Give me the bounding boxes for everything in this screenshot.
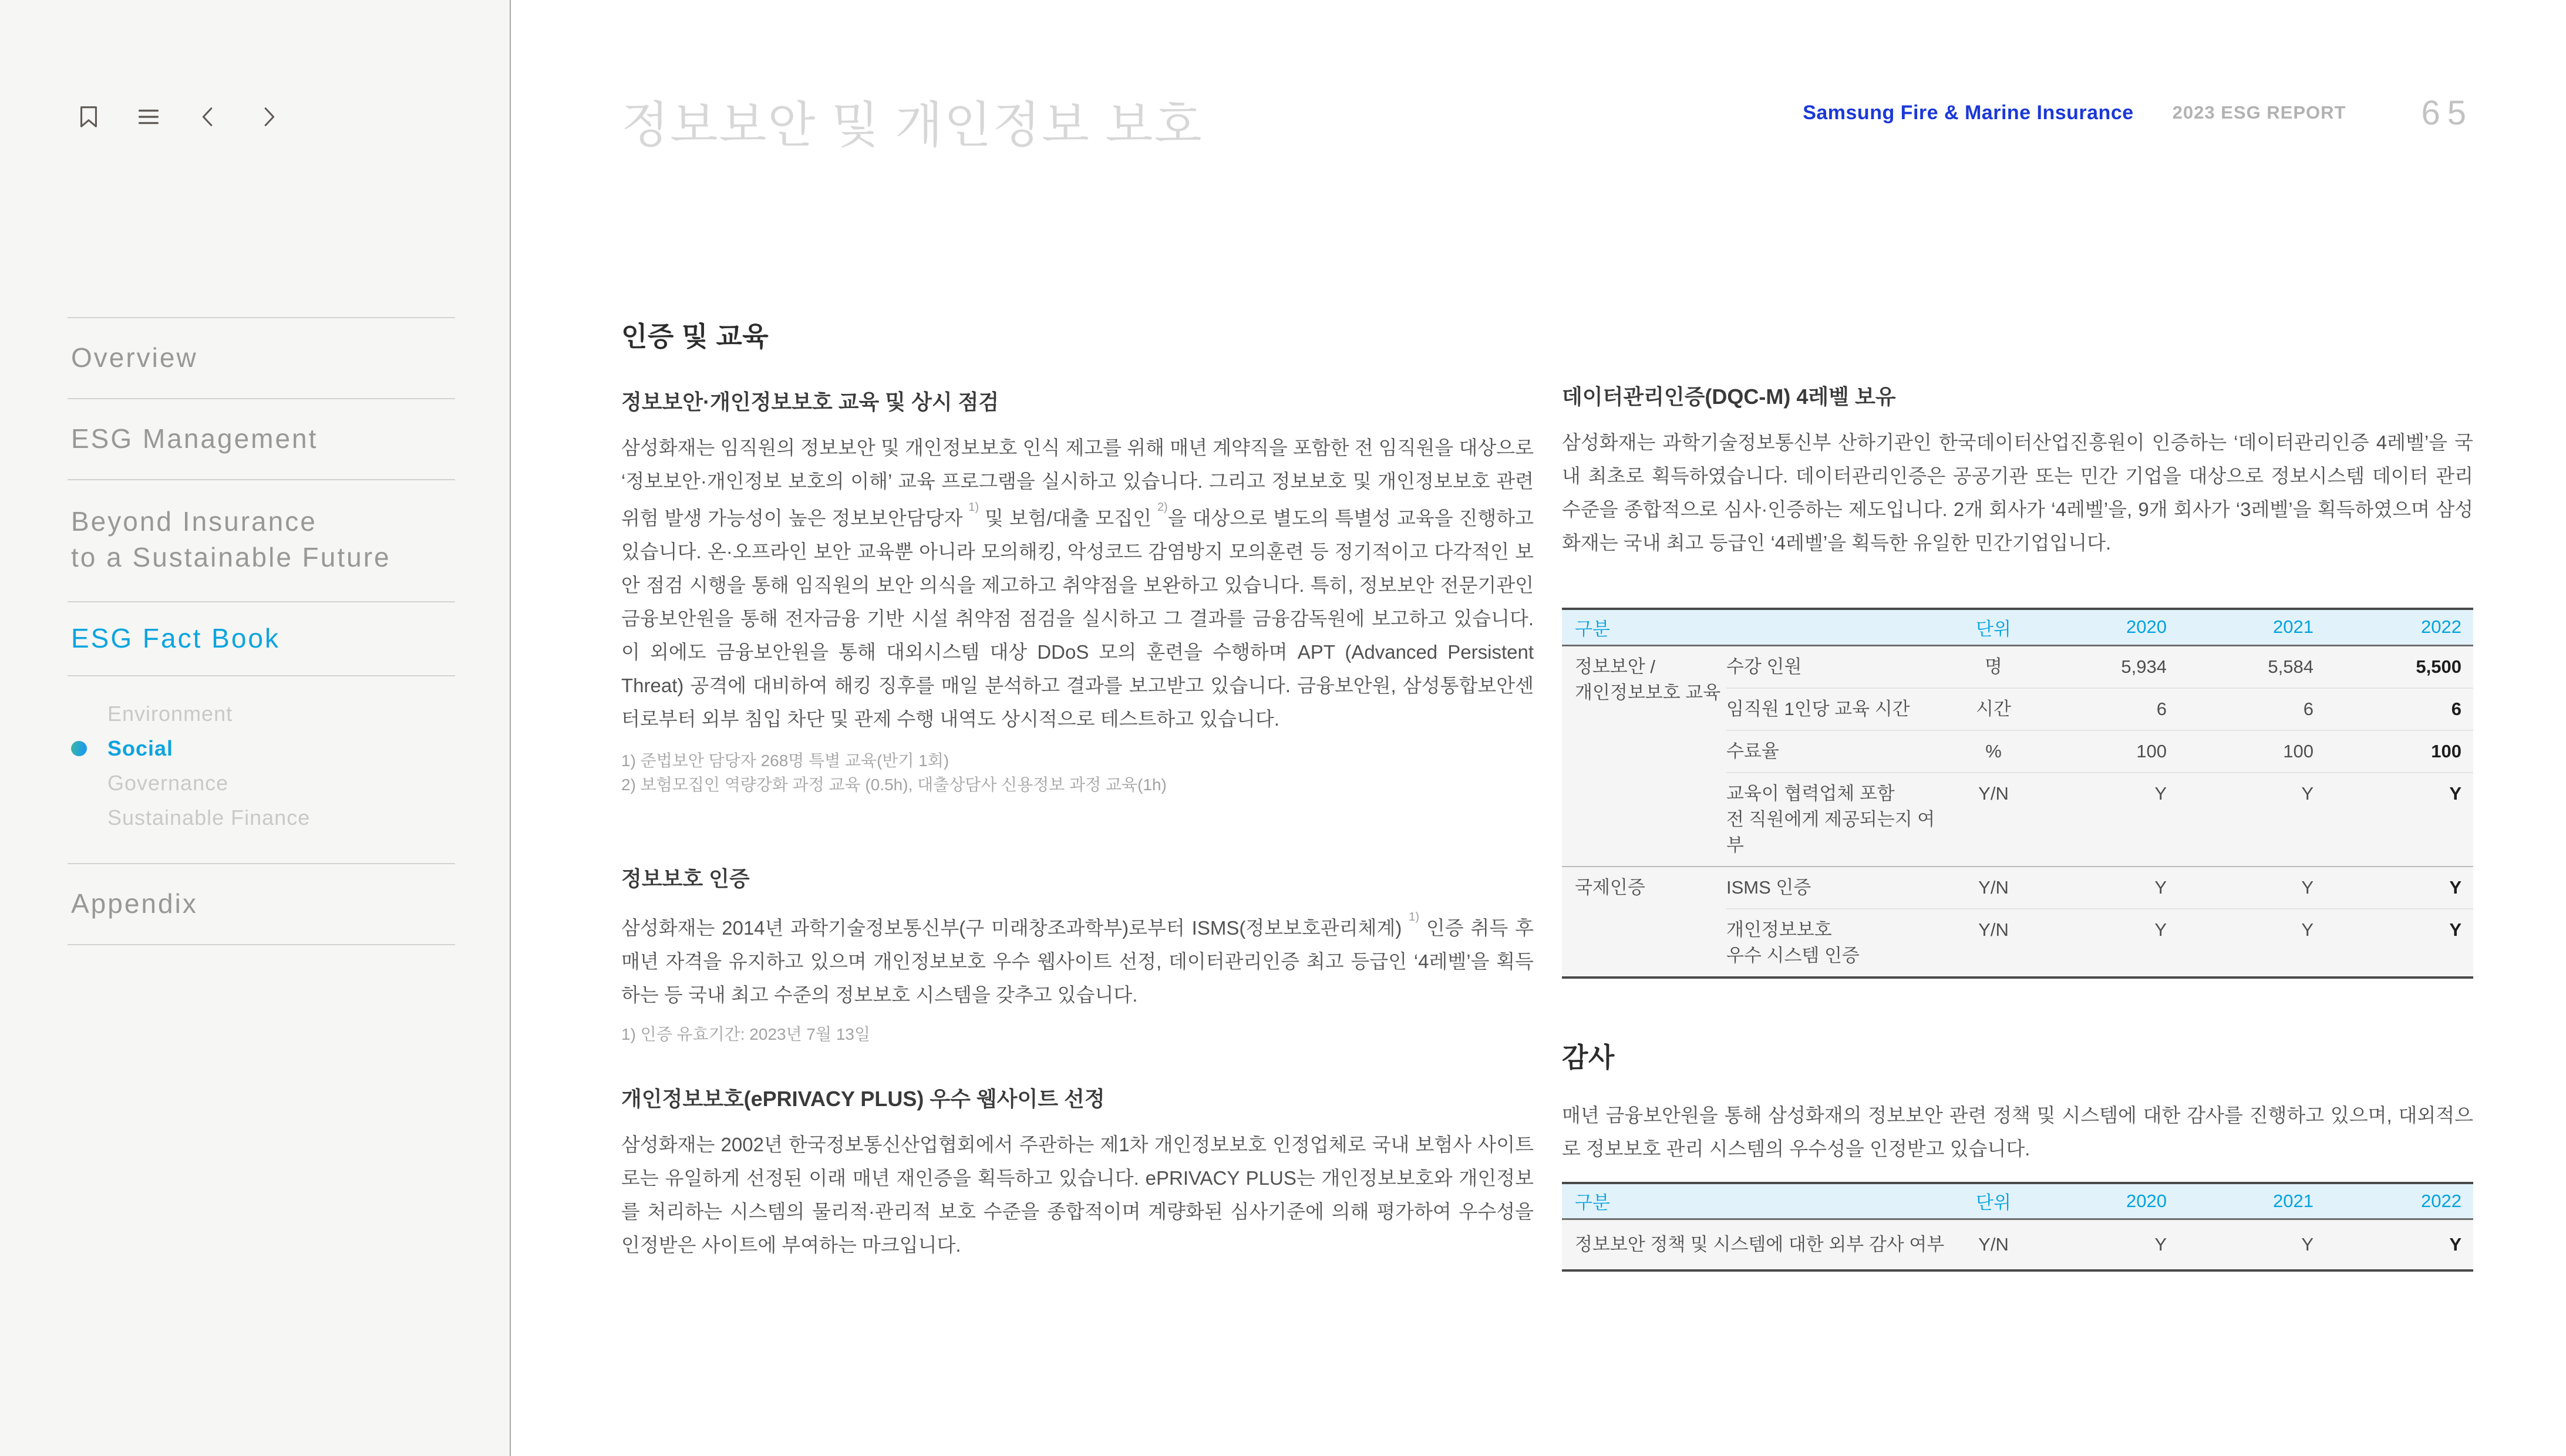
sidebar-item-environment[interactable]: Environment (107, 702, 233, 726)
column-header: 2022 (2325, 1183, 2473, 1219)
unit-cell: Y/N (1949, 773, 2038, 867)
metric-label: 정보보안 정책 및 시스템에 대한 외부 감사 여부 (1575, 1234, 1945, 1255)
table-header-row (1562, 609, 2473, 645)
unit-cell: Y/N (1949, 867, 2038, 909)
metric-label: ISMS 인증 (1726, 867, 1949, 909)
nav-label-line: Social (107, 736, 174, 760)
sidebar-item-governance[interactable]: Governance (107, 771, 229, 795)
value-cell: 6 (2325, 688, 2473, 730)
sidebar-item-social[interactable] (68, 731, 455, 766)
active-item-bullet (71, 741, 87, 756)
sidebar-item-beyond-insurance[interactable] (68, 480, 455, 601)
metric-label: 수강 인원 (1726, 656, 1802, 677)
table-header-row (1562, 1183, 2473, 1219)
value-cell: 6 (2178, 688, 2325, 730)
menu-icon[interactable] (135, 103, 162, 130)
subsection-title-security-certification: 정보보호 인증 (621, 867, 750, 891)
metric-label: 개인정보보호 우수 시스템 인증 (1726, 909, 1949, 978)
header-meta (1803, 89, 2473, 136)
column-header: 구분 (1562, 609, 1949, 645)
paragraph-audit: 매년 금융보안원을 통해 삼성화재의 정보보안 관련 정책 및 시스템에 대한 감사를 진행하고 있으며, 대외적으로 정보보호 관리 시스템의 우수성을 인정받고 있습니다. (1562, 1104, 2473, 1160)
value-cell: Y (2178, 867, 2325, 909)
column-header: 2020 (2038, 1183, 2178, 1219)
value-cell: Y (2325, 909, 2473, 978)
nav-divider (68, 944, 455, 945)
report-name: 2023 ESG REPORT (2172, 102, 2346, 123)
value-cell: Y (2038, 867, 2178, 909)
row-group-label: 국제인증 (1562, 867, 1726, 978)
sidebar-item-appendix[interactable]: Appendix (71, 888, 198, 919)
footnotes (621, 749, 1534, 797)
subsection-title-eprivacy: 개인정보보호(ePRIVACY PLUS) 우수 웹사이트 선정 (621, 1087, 1105, 1111)
page-title: 정보보안 및 개인정보 보호 (621, 97, 1203, 153)
unit-cell: 명 (1985, 656, 2002, 677)
metric-label: 수료율 (1726, 730, 1949, 773)
sidebar-item-sustainable-finance[interactable]: Sustainable Finance (107, 805, 311, 830)
value-cell: 100 (2038, 730, 2178, 773)
value-cell: Y (2449, 1234, 2461, 1255)
education-metrics-table (1562, 608, 2473, 979)
paragraph-dqc: 삼성화재는 과학기술정보통신부 산하기관인 한국데이터산업진흥원이 인증하는 ‘데이터관리인증 4레벨’을 국내 최초로 획득하였습니다. 데이터관리인증은 공공기관 또는 민간 기업을 대상으로 정보시스템 데이터 관리 수준을 종합적으로 심사·인증하는 제도입니다. 2개 회사가 ‘4레벨’을, 9개 회사가 ‘3레벨’을 획득하였으며 삼성화재는 국내 최고 등급인 ‘4레벨’을 획득한 유일한 민간기업입니다. (1562, 432, 2473, 554)
column-header: 2021 (2178, 609, 2325, 645)
column-header: 2022 (2325, 609, 2473, 645)
sidebar-item-esg-fact-book[interactable]: ESG Fact Book (71, 623, 281, 653)
column-header: 2021 (2178, 1183, 2325, 1219)
value-cell: 100 (2325, 730, 2473, 773)
subsection-title-security-education: 정보보안·개인정보보호 교육 및 상시 점검 (621, 390, 999, 414)
column-header: 구분 (1562, 1183, 1949, 1219)
footnote: 1) 인증 유효기간: 2023년 7월 13일 (621, 1025, 871, 1043)
paragraph-security-certification: 삼성화재는 2014년 과학기술정보통신부(구 미래창조과학부)로부터 ISMS(정보보호관리체계) $^{1)}$ 인증 취득 후 매년 자격을 유지하고 있으며 개인정보보호 우수 웹사이트 선정, 데이터관리인증 최고 등급인 ‘4레벨’을 획득하는 등 국내 최고 수준의 정보보호 시스템을 갖추고 있습니다. (621, 911, 1534, 1006)
value-cell: 5,934 (2121, 656, 2167, 677)
value-cell: Y (2038, 909, 2178, 978)
column-header: 2020 (2038, 609, 2178, 645)
fact-book-subnav (68, 676, 455, 863)
unit-cell: Y/N (1978, 1234, 2009, 1255)
value-cell: Y (2301, 1234, 2314, 1255)
footnote: 2) 보험모집인 역량강화 과정 교육 (0.5h), 대출상담사 신용정보 과정 교육(1h) (621, 776, 1167, 794)
bookmark-icon[interactable] (75, 103, 102, 130)
paragraph-security-education: 삼성화재는 임직원의 정보보안 및 개인정보보호 인식 제고를 위해 매년 계약직을 포함한 전 임직원을 대상으로 ‘정보보안·개인정보 보호의 이해’ 교육 프로그램을 실시하고 있습니다. 그리고 정보보호 및 개인정보보호 관련 위험 발생 가능성이 높은 정보보안담당자 $^{1)}$ 및 보험/대출 모집인 $^{2)}$을 대상으로 별도의 특별성 교육을 진행하고 있습니다. 온·오프라인 보안 교육뿐 아니라 모의해킹, 악성코드 감염방지 모의훈련 등 정기적이고 다각적인 보안 점검 시행을 통해 임직원의 보안 의식을 제고하고 취약점을 보완하고 있습니다. 특히, 정보보안 전문기관인 금융보안원을 통해 전자금융 기반 시설 취약점 점검을 실시하고 그 결과를 금융감독원에 보고하고 있습니다. 이 외에도 금융보안원을 통해 대외시스템 대상 DDoS 모의 훈련을 수행하며 APT (Advanced Persistent Threat) 공격에 대비하여 해킹 징후를 매일 분석하고 결과를 보고받고 있습니다. 금융보안원, 삼성통합보안센터로부터 외부 침입 차단 및 관제 수행 내역도 상시적으로 테스트하고 있습니다. (621, 437, 1534, 730)
left-column (621, 315, 1534, 1262)
chevron-left-icon[interactable] (195, 103, 222, 130)
value-cell: Y (2325, 773, 2473, 867)
footnote: 1) 준법보안 담당자 268명 특별 교육(반기 1회) (621, 751, 949, 770)
value-cell: 100 (2178, 730, 2325, 773)
nav-label-line: Beyond Insurance (71, 506, 317, 537)
value-cell: Y (2325, 867, 2473, 909)
table-row (1562, 645, 2473, 688)
value-cell: Y (2038, 773, 2178, 867)
table-row (1562, 867, 2473, 909)
page-number: 65 (2421, 93, 2473, 132)
sidebar-item-esg-management[interactable]: ESG Management (71, 423, 318, 454)
sidebar-nav (68, 317, 455, 945)
value-cell: 5,500 (2416, 656, 2461, 677)
metric-label: 교육이 협력업체 포함 전 직원에게 제공되는지 여부 (1726, 773, 1949, 867)
value-cell: Y (2154, 1234, 2167, 1255)
subsection-title-dqc: 데이터관리인증(DQC-M) 4레벨 보유 (1562, 385, 1896, 409)
value-cell: Y (2178, 773, 2325, 867)
unit-cell: Y/N (1949, 909, 2038, 978)
section-heading-certification-education: 인증 및 교육 (621, 321, 769, 352)
table-row (1562, 1219, 2473, 1271)
audit-metrics-table (1562, 1182, 2473, 1272)
nav-label-line: to a Sustainable Future (71, 542, 391, 572)
value-cell: 6 (2038, 688, 2178, 730)
brand-logo-text: Samsung Fire & Marine Insurance (1803, 101, 2134, 124)
paragraph-eprivacy: 삼성화재는 2002년 한국정보통신산업협회에서 주관하는 제1차 개인정보보호 인정업체로 국내 보험사 사이트로는 유일하게 선정된 이래 매년 재인증을 획득하고 있습니다. ePRIVACY PLUS는 개인정보보호와 개인정보를 처리하는 시스템의 물리적·관리적 보호 수준을 종합적이며 계량화된 심사기준에 의해 평가하여 우수성을 인정받은 사이트에 부여하는 마크입니다. (621, 1134, 1534, 1256)
row-group-label: 정보보안 / 개인정보보호 교육 (1575, 656, 1721, 703)
column-header: 단위 (1949, 1183, 2038, 1219)
column-header: 단위 (1949, 609, 2038, 645)
viewer-toolbar (75, 103, 282, 130)
sidebar (0, 0, 511, 1456)
chevron-right-icon[interactable] (255, 103, 282, 130)
value-cell: Y (2178, 909, 2325, 978)
unit-cell: % (1949, 730, 2038, 773)
value-cell: 5,584 (2268, 656, 2314, 677)
unit-cell: 시간 (1949, 688, 2038, 730)
section-heading-audit: 감사 (1562, 1042, 1615, 1073)
sidebar-item-overview[interactable]: Overview (71, 342, 198, 373)
right-column (1562, 380, 2473, 1272)
metric-label: 임직원 1인당 교육 시간 (1726, 688, 1949, 730)
